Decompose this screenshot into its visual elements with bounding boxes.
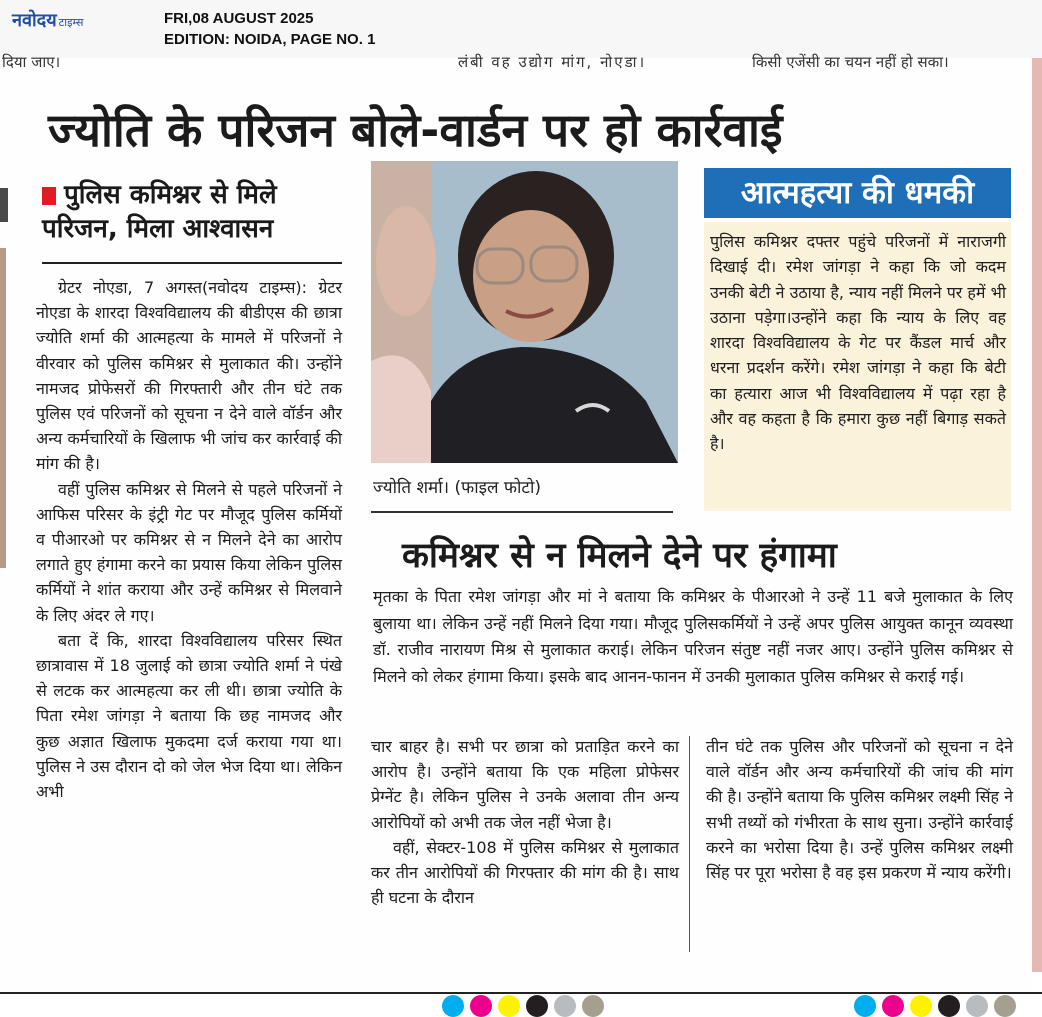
publication-logo[interactable] xyxy=(12,8,83,32)
logo-sub-text: टाइम्स xyxy=(58,16,84,29)
sub-headline xyxy=(42,178,342,246)
edition-date: FRI,08 AUGUST 2025 xyxy=(164,10,314,27)
second-headline: कमिश्नर से न मिलने देने पर हंगामा xyxy=(402,536,837,576)
registration-dot xyxy=(498,995,520,1017)
logo-main-text: नवोदय xyxy=(12,10,57,31)
registration-dot xyxy=(854,995,876,1017)
column-divider xyxy=(689,736,690,952)
paragraph: तीन घंटे तक पुलिस और परिजनों को सूचना न देने वाले वॉर्डन और अन्य कर्मचारियों की जांच की मांग की है। उन्होंने बताया कि पुलिस कमिश्नर लक्ष्मी सिंह ने सभी तथ्यों को गंभीरता के साथ सुना। उन्होंने कार्रवाई करने का भरोसा दिया है। उन्हें पुलिस कमिश्नर लक्ष्मी सिंह पर पूरा भरोसा है वह इस प्रकरण में न्याय करेंगी। xyxy=(706,737,1013,883)
divider xyxy=(371,511,673,513)
jyoti-photo xyxy=(371,161,678,463)
article-column-right xyxy=(706,734,1013,885)
photo-caption: ज्योति शर्मा। (फाइल फोटो) xyxy=(373,478,541,498)
registration-dot xyxy=(966,995,988,1017)
box-text: पुलिस कमिश्नर दफ्तर पहुंचे परिजनों में नाराजगी दिखाई दी। रमेश जांगड़ा ने कहा कि जो कदम उनकी बेटी ने उठाया है, न्याय नहीं मिलने पर हमें भी उठाना पड़ेगा।उन्होंने कहा कि न्याय के लिए वह शारदा विश्वविद्यालय के गेट पर कैंडल मार्च और धरना प्रदर्शन करेंगे। रमेश जांगड़ा ने कहा कि बेटी का हत्यारा आज भी विश्वविद्यालय में पढ़ा रहा है और वह कहता है कि हमारा कुछ नहीं बिगाड़ सकते है। xyxy=(710,232,1006,454)
registration-dot xyxy=(882,995,904,1017)
edition-info xyxy=(164,8,375,50)
paragraph: ग्रेटर नोएडा, 7 अगस्त(नवोदय टाइम्स): ग्रेटर नोएडा के शारदा विश्वविद्यालय की बीडीएस की छात्रा ज्योति शर्मा की आत्महत्या के मामले में परिजनों ने वीरवार को पुलिस कमिश्नर से मुलाकात की। उन्होंने नामजद प्रोफेसरों की गिरफ्तारी और तीन घंटे तक पुलिस एवं परिजनों को सूचना न देने वाले वॉर्डन और अन्य कर्मचारियों के खिलाफ भी जांच कर कार्रवाई की मांग की है। xyxy=(36,278,342,474)
paragraph: चार बाहर है। सभी पर छात्रा को प्रताड़ित करने का आरोप है। उन्होंने बताया कि एक महिला प्रोफेसर प्रेग्नेंट है। लेकिन पुलिस ने उनके अलावा तीन अन्य आरोपियों को अभी तक जेल नहीं भेजा है। xyxy=(371,737,679,832)
registration-dot xyxy=(910,995,932,1017)
adjacent-page-strip xyxy=(1032,58,1042,972)
article-column-left xyxy=(36,275,342,804)
cut-text-right: किसी एजेंसी का चयन नहीं हो सका। xyxy=(752,53,949,71)
paragraph: वहीं पुलिस कमिश्नर से मिलने से पहले परिजनों ने आफिस परिसर के इंट्री गेट पर मौजूद पुलिस कर्मियों व पीआरओ पर कमिश्नर से न मिलने देने का आरोप लगाते हुए हंगामा करने का प्रयास किया लेकिन पुलिस कर्मियों ने शांत कराया और उन्हें कमिश्नर से मिलवाने के लिए अंदर ले गए। xyxy=(36,479,342,625)
cut-text-mid: लंबी वह उद्योग मांग, नोएडा। xyxy=(458,53,647,71)
edge-fragment xyxy=(0,188,8,222)
registration-dot xyxy=(582,995,604,1017)
registration-dot xyxy=(554,995,576,1017)
main-headline: ज्योति के परिजन बोले-वार्डन पर हो कार्रवाई xyxy=(48,103,783,157)
bullet-marker xyxy=(42,187,56,205)
cut-text-left: दिया जाए। xyxy=(2,53,61,71)
article-column-mid xyxy=(371,734,679,910)
paragraph: वहीं, सेक्टर-108 में पुलिस कमिश्नर से मुलाकात कर तीन आरोपियों की गिरफ्तार की मांग की है। साथ ही घटना के दौरान xyxy=(371,837,679,908)
box-title: आत्महत्या की धमकी xyxy=(704,168,1011,218)
edge-photo-fragment xyxy=(0,248,6,568)
page-bottom-rule xyxy=(0,992,1042,994)
wide-paragraph: मृतका के पिता रमेश जांगड़ा और मां ने बताया कि कमिश्नर के पीआरओ ने उन्हें 11 बजे मुलाकात के लिए बुलाया था। लेकिन उन्हें नहीं मिलने दिया गया। मौजूद पुलिसकर्मियों ने उन्हें अपर पुलिस आयुक्त कानून व्यवस्था डॉ. राजीव नारायण मिश्र से मुलाकात कराई। लेकिन परिजन संतुष्ट नहीं नजर आए। उन्होंने पुलिस कमिश्नर से मिलने को लेकर हंगामा किया। इसके बाद आनन-फानन में उनकी मुलाकात पुलिस कमिश्नर से कराई गई। xyxy=(373,587,1013,686)
portrait-image xyxy=(371,161,678,463)
registration-dot xyxy=(526,995,548,1017)
registration-dot xyxy=(938,995,960,1017)
edition-page: EDITION: NOIDA, PAGE NO. 1 xyxy=(164,31,376,48)
sub-headline-text: पुलिस कमिश्नर से मिले परिजन, मिला आश्वासन xyxy=(42,180,277,244)
paragraph: बता दें कि, शारदा विश्वविद्यालय परिसर स्थित छात्रावास में 18 जुलाई को छात्रा ज्योति शर्मा ने पंखे से लटक कर आत्महत्या कर ली थी। छात्रा ज्योति के पिता रमेश जांगड़ा ने बताया कि छह नामजद और कुछ अज्ञात खिलाफ मुकदमा दर्ज कराया गया था। पुलिस ने उस दौरान दो को जेल भेज दिया था। लेकिन अभी xyxy=(36,630,342,802)
registration-dot xyxy=(442,995,464,1017)
header-bar xyxy=(0,0,1042,58)
registration-dot xyxy=(470,995,492,1017)
registration-dot xyxy=(994,995,1016,1017)
divider xyxy=(42,262,342,264)
